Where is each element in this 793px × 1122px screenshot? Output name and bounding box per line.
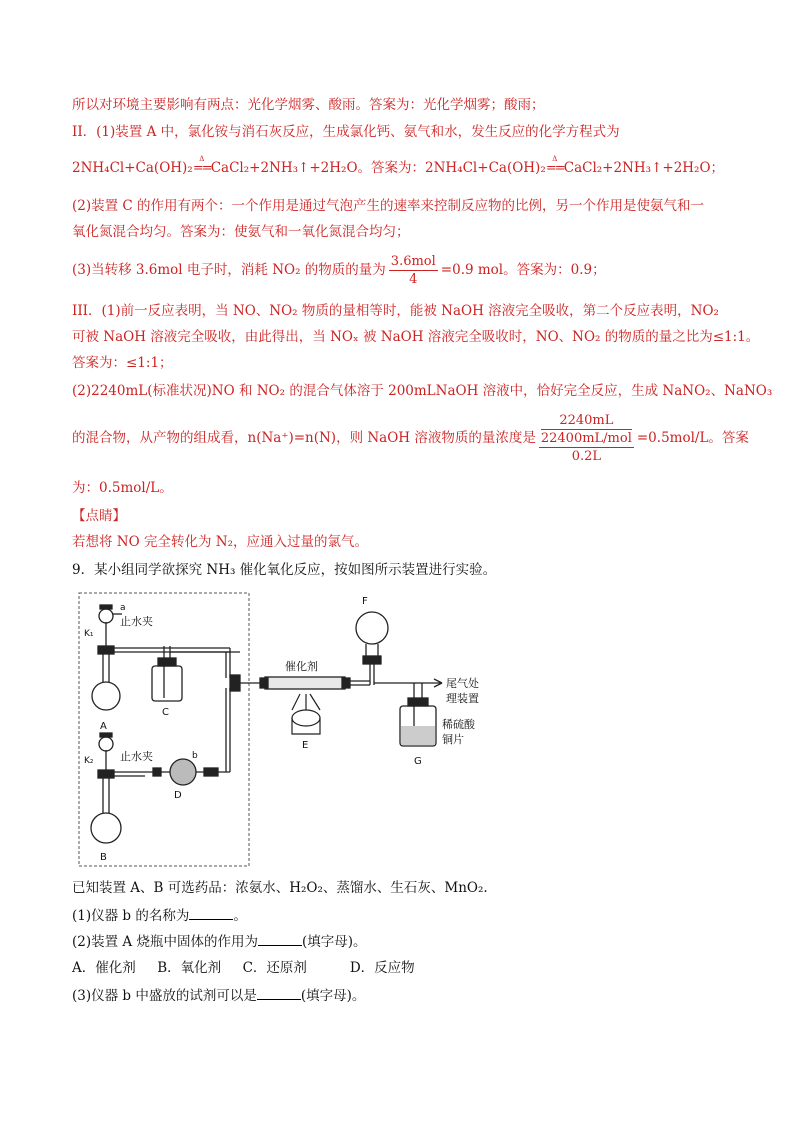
- label-k1: K₁: [84, 629, 94, 639]
- question-text: 。: [233, 908, 247, 924]
- answer-blank[interactable]: [258, 931, 302, 946]
- label-k2: K₂: [84, 756, 94, 766]
- text-segment: (3)当转移 3.6mol 电子时，消耗 NO₂ 的物质的量为: [72, 262, 386, 278]
- tip-heading: 【点睛】: [72, 508, 126, 524]
- bottle-g: [400, 679, 442, 746]
- question-text: (1)仪器 b 的名称为: [72, 908, 190, 924]
- answer-line-7: III．(1)前一反应表明，当 NO、NO₂ 物质的量相等时，能被 NaOH 溶液完全吸收，第二个反应表明，NO₂: [72, 303, 719, 319]
- fraction-outer-numerator: [539, 412, 634, 448]
- drying-tube-d: [145, 688, 230, 785]
- heat-triangle: Δ: [199, 155, 205, 163]
- label-G: G: [414, 756, 422, 767]
- label-A: A: [100, 721, 107, 732]
- answer-blank[interactable]: [257, 985, 301, 1000]
- label-tail-2: 理装置: [446, 692, 479, 705]
- label-tail-1: 尾气处: [446, 677, 479, 690]
- label-B: B: [100, 852, 107, 863]
- inner-numerator: 2240mL: [541, 412, 632, 430]
- bottle-c: [152, 646, 240, 701]
- question-text: (3)仪器 b 中盛放的试剂可以是: [72, 988, 257, 1004]
- heat-triangle-2: Δ: [552, 155, 558, 163]
- label-F: F: [362, 596, 368, 607]
- question-3: [72, 985, 723, 1006]
- question-1: [72, 905, 723, 926]
- label-E: E: [302, 740, 309, 751]
- compound-fraction: [539, 412, 634, 465]
- equation-right: CaCl₂+2NH₃↑+2H₂O。答案为：2NH₄Cl+Ca(OH)₂: [210, 160, 546, 176]
- question-9-title: 9．某小组同学欲探究 NH₃ 催化氧化反应，按如图所示装置进行实验。: [72, 562, 497, 578]
- question-text: (填字母)。: [301, 934, 367, 950]
- text-segment: =0.9 mol。答案为：0.9；: [440, 262, 606, 278]
- answer-line-10: (2)2240mL(标准状况)NO 和 NO₂ 的混合气体溶于 200mLNaOH 溶液中，恰好完全反应，生成 NaNO₂、NaNO₃: [72, 383, 773, 399]
- heat-arrow: Δ ==: [192, 155, 211, 176]
- answer-line-2: II．(1)装置 A 中，氯化铵与消石灰反应，生成氯化钙、氨气和水，发生反应的化学方程式为: [72, 124, 620, 140]
- equation-left: 2NH₄Cl+Ca(OH)₂: [72, 160, 193, 176]
- fraction-outer-denominator: 0.2L: [571, 449, 602, 464]
- question-2: [72, 931, 723, 952]
- answer-line-5: 氧化氮混合均匀。答案为：使氨气和一氧化氮混合均匀；: [72, 224, 410, 240]
- question-text: (填字母)。: [300, 988, 366, 1004]
- answer-line-11: [72, 410, 749, 466]
- question-text: (2)装置 A 烧瓶中固体的作用为: [72, 934, 258, 950]
- label-clamp-1: 止水夹: [120, 615, 153, 628]
- inner-denominator: 22400mL/mol: [540, 431, 632, 446]
- answer-blank[interactable]: [189, 905, 233, 920]
- flask-f: [356, 612, 388, 664]
- label-C: C: [162, 707, 169, 718]
- label-a: a: [120, 603, 126, 613]
- label-acid: 稀硫酸: [442, 718, 475, 731]
- answer-line-4: (2)装置 C 的作用有两个：一个作用是通过气泡产生的速率来控制反应物的比例，另一个作用是使氨气和一: [72, 198, 705, 214]
- fraction: [389, 253, 438, 288]
- fraction-denominator: 4: [409, 272, 418, 287]
- apparatus-diagram: [70, 588, 500, 873]
- answer-line-1: 所以对环境主要影响有两点：光化学烟雾、酸雨。答案为：光化学烟雾；酸雨；: [72, 97, 545, 113]
- label-clamp-2: 止水夹: [120, 750, 153, 763]
- label-copper: 铜片: [442, 733, 464, 746]
- answer-line-8: 可被 NaOH 溶液完全吸收，由此得出，当 NOₓ 被 NaOH 溶液完全吸收时，NO、NO₂ 的物质的量之比为≤1:1。: [72, 329, 760, 345]
- fraction-numerator: 3.6mol: [390, 254, 436, 269]
- burner-e: [292, 694, 320, 734]
- equation-right-2: CaCl₂+2NH₃↑+2H₂O；: [563, 160, 725, 176]
- text-segment: =0.5mol/L。答案: [636, 430, 749, 446]
- tip-text: 若想将 NO 完全转化为 N₂，应通入过量的氯气。: [72, 534, 368, 550]
- text-segment: 的混合物，从产物的组成看，n(Na⁺)=n(N)，则 NaOH 溶液物质的量浓度是: [72, 430, 536, 446]
- label-catalyst: 催化剂: [285, 660, 318, 673]
- label-b: b: [192, 751, 198, 761]
- options-row: A．催化剂 B．氧化剂 C．还原剂 D．反应物: [72, 960, 415, 976]
- equation-line: [72, 155, 725, 178]
- catalyst-tube: [230, 663, 410, 691]
- answer-line-6: [72, 250, 723, 290]
- answer-line-9: 答案为：≤1:1；: [72, 355, 173, 371]
- known-reagents: 已知装置 A、B 可选药品：浓氨水、H₂O₂、蒸馏水、生石灰、MnO₂.: [72, 880, 488, 896]
- answer-line-12: 为：0.5mol/L。: [72, 480, 173, 496]
- label-D: D: [174, 790, 182, 801]
- heat-arrow-2: Δ ==: [545, 155, 564, 176]
